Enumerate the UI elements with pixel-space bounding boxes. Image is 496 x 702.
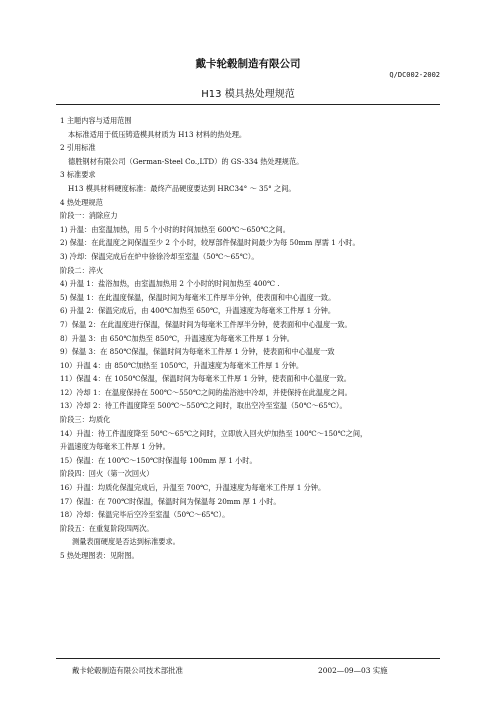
company-name: 戴卡轮毂制造有限公司 — [195, 58, 301, 70]
body-line: 1 主题内容与适用范围 — [60, 116, 132, 125]
body-line: 8）升温 3：由 650℃加热至 850℃，升温速度为每毫米工件厚 1 分钟。 — [60, 333, 294, 343]
document-body — [60, 114, 446, 563]
body-line: 13）冷却 2：待工件温度降至 500℃～550℃之间时，取出空冷至室温（50℃～65℃）。 — [60, 401, 347, 411]
body-line: 12）冷却 1：在温度保持在 500℃～550℃之间的盐浴池中冷却，并使保持在此温度之间。 — [60, 387, 352, 397]
header-rule — [56, 104, 440, 105]
body-line: 升温速度为每毫米工件厚 1 分钟。 — [60, 442, 170, 452]
body-line: 16）升温：均质化保温完成后，升温至 700℃，升温速度为每毫米工件厚 1 分钟。 — [60, 483, 326, 493]
footer-effective-date: 2002—09—03 实施 — [318, 666, 388, 675]
body-line: 4) 升温 1：盐浴加热，由室温加热用 2 个小时的时间加热至 400℃ . — [60, 279, 280, 289]
body-line: 阶段二：淬火 — [60, 265, 104, 275]
footer-approver: 戴卡轮毂制造有限公司技术部批准 — [72, 666, 183, 675]
body-line: 1) 升温：由室温加热，用 5 个小时的时间加热至 600℃～650℃之间。 — [60, 224, 290, 234]
body-line: 10）升温 4：由 850℃加热至 1050℃，升温速度为每毫米工件厚 1 分钟。 — [60, 360, 304, 370]
body-line: 14）升温：待工件温度降至 50℃～65℃之间时，立即放入回火炉加热至 100℃～150℃之间， — [60, 428, 368, 438]
body-line: 3 标准要求 — [60, 170, 96, 180]
body-line: 阶段四：回火（第一次回火） — [60, 469, 154, 479]
footer-rule — [56, 658, 440, 659]
body-line: 7）保温 2：在此温度进行保温，保温时间为每毫米工件厚半分钟，使表面和中心温度一致。 — [60, 319, 352, 329]
document-title: H13 模具热处理规范 — [201, 89, 295, 100]
body-line: 阶段五：在重复阶段四两次。 — [60, 523, 154, 533]
body-line: 5) 保温 1：在此温度保温，保温时间为每毫米工件厚半分钟，使表面和中心温度一致。 — [60, 292, 336, 302]
body-line: 18）冷却：保温完毕后空冷至室温（50℃～65℃）。 — [60, 510, 230, 520]
document-number: Q/DC002-2002 — [389, 71, 440, 79]
body-line: 5 热处理图表：见附图。 — [60, 551, 139, 560]
body-line: 11）保温 4：在 1050℃保温，保温时间为每毫米工件厚 1 分钟，使表面和中心温度一致。 — [60, 374, 351, 384]
body-line: 测量表面硬度是否达到标准要求。 — [72, 537, 180, 547]
body-line: 2) 保温：在此温度之间保温至少 2 个小时，较厚部件保温时间最少为每 50mm 厚需 1 小时。 — [60, 238, 360, 248]
body-line: 本标准适用于低压铸造模具材质为 H13 材料的热处理。 — [68, 129, 247, 139]
body-line: 3) 冷却：保温完成后在炉中徐徐冷却至室温（50℃～65℃）。 — [60, 251, 259, 261]
body-line: H13 模具材料硬度标准：最终产品硬度要达到 HRC34° ～ 35° 之间。 — [68, 183, 296, 193]
body-line: 17）保温：在 700℃时保温，保温时间为保温每 20mm 厚 1 小时。 — [60, 496, 281, 506]
body-line: 阶段三：均质化 — [60, 415, 111, 425]
body-line: 9）保温 3：在 850℃保温，保温时间为每毫米工件厚 1 分钟，使表面和中心温度一致 — [60, 347, 335, 357]
body-line: 阶段一：消除应力 — [60, 211, 118, 221]
body-line: 6) 升温 2：保温完成后，由 400℃加热至 650℃，升温速度为每毫米工件厚 1 分钟。 — [60, 306, 336, 316]
body-line: 15）保温：在 100℃～150℃时保温每 100mm 厚 1 小时。 — [60, 455, 257, 465]
body-line: 德胜钢材有限公司（German-Steel Co.,LTD）的 GS-334 热处理规范。 — [68, 156, 304, 166]
body-line: 2 引用标准 — [60, 143, 96, 153]
body-line: 4 热处理规范 — [60, 197, 103, 207]
